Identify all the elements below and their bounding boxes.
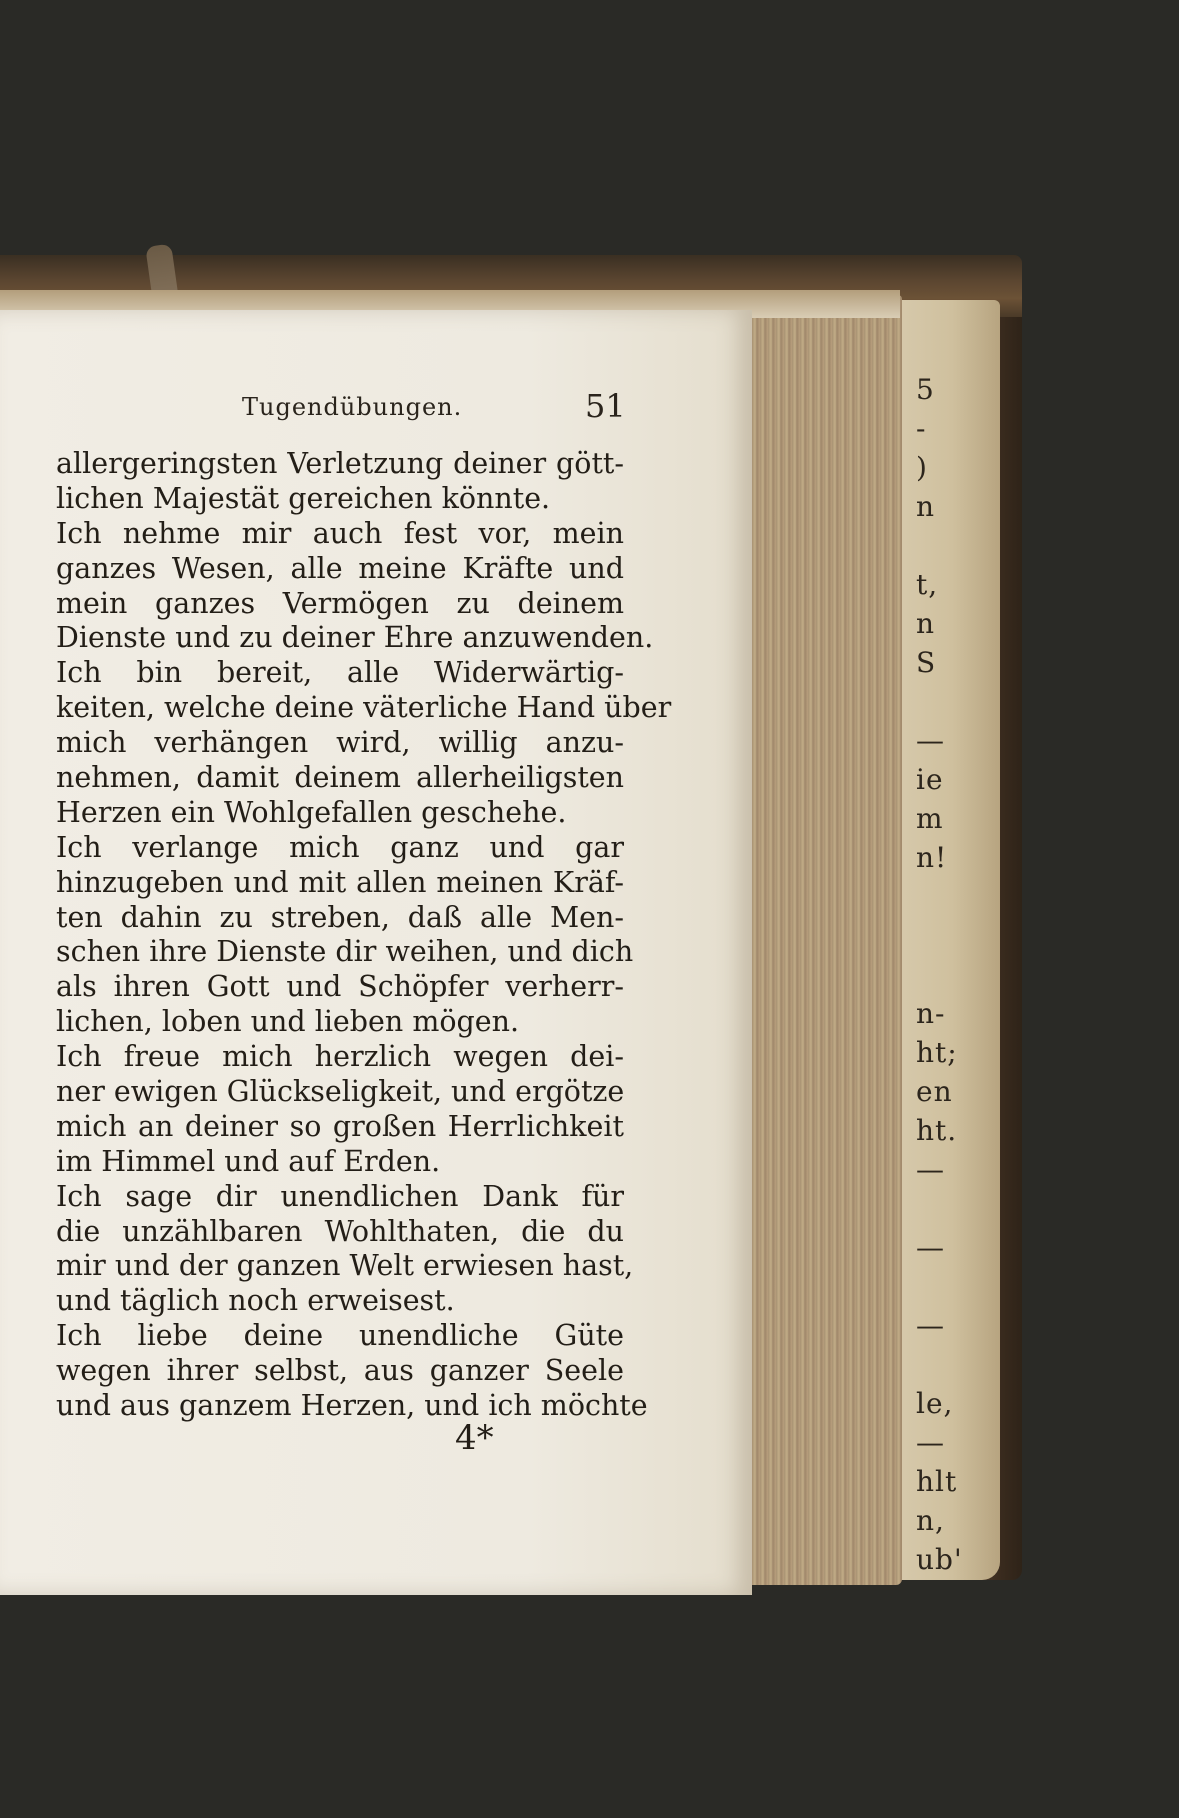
text-line: Ich liebe deine unendliche Güte bbox=[56, 1319, 624, 1353]
text-line: Ich nehme mir auch fest vor, mein bbox=[56, 516, 624, 550]
printer-signature: 4* bbox=[455, 1418, 494, 1458]
text-line: mir und der ganzen Welt erwiesen hast, bbox=[56, 1249, 634, 1283]
text-line: lichen Majestät gereichen könnte. bbox=[56, 481, 551, 515]
text-line: lichen, loben und lieben mögen. bbox=[56, 1005, 520, 1039]
text-line: als ihren Gott und Schöpfer verherr- bbox=[56, 970, 624, 1004]
page-edges bbox=[752, 295, 902, 1585]
text-line: die unzählbaren Wohlthaten, die du bbox=[56, 1214, 624, 1248]
running-header: Tugendübungen. bbox=[242, 393, 463, 421]
text-line: Ich bin bereit, alle Widerwärtig- bbox=[56, 656, 624, 690]
text-line: ten dahin zu streben, daß alle Men- bbox=[56, 900, 624, 934]
text-line: mich verhängen wird, willig anzu- bbox=[56, 726, 624, 760]
text-line: hinzugeben und mit allen meinen Kräf- bbox=[56, 865, 624, 899]
text-line: allergeringsten Verletzung deiner gött- bbox=[56, 447, 624, 480]
text-line: mein ganzes Vermögen zu deinem bbox=[56, 586, 624, 620]
page-number: 51 bbox=[585, 387, 626, 425]
text-line: ganzes Wesen, alle meine Kräfte und bbox=[56, 551, 624, 585]
text-line: ner ewigen Glückseligkeit, und ergötze bbox=[56, 1075, 625, 1109]
text-line: im Himmel und auf Erden. bbox=[56, 1144, 441, 1178]
underlying-page-text: 5 - ) n t, n S — ie m n! n- ht; en ht. — — — le, — hlt n, ub' bbox=[916, 373, 963, 1576]
text-line: schen ihre Dienste dir weihen, und dich bbox=[56, 935, 634, 969]
text-line: und täglich noch erweisest. bbox=[56, 1284, 455, 1318]
text-line: wegen ihrer selbst, aus ganzer Seele bbox=[56, 1354, 624, 1388]
text-line: nehmen, damit deinem allerheiligsten bbox=[56, 761, 624, 795]
text-line: Ich verlange mich ganz und gar bbox=[56, 830, 624, 864]
text-line: Ich freue mich herzlich wegen dei- bbox=[56, 1040, 624, 1074]
text-line: Ich sage dir unendlichen Dank für bbox=[56, 1179, 624, 1213]
page-text bbox=[56, 447, 672, 1424]
text-line: mich an deiner so großen Herrlichkeit bbox=[56, 1109, 624, 1143]
text-line: Dienste und zu deiner Ehre anzuwenden. bbox=[56, 621, 654, 655]
text-line: keiten, welche deine väterliche Hand über bbox=[56, 691, 672, 725]
text-line: Herzen ein Wohlgefallen geschehe. bbox=[56, 795, 567, 829]
text-line: und aus ganzem Herzen, und ich möchte bbox=[56, 1389, 648, 1423]
